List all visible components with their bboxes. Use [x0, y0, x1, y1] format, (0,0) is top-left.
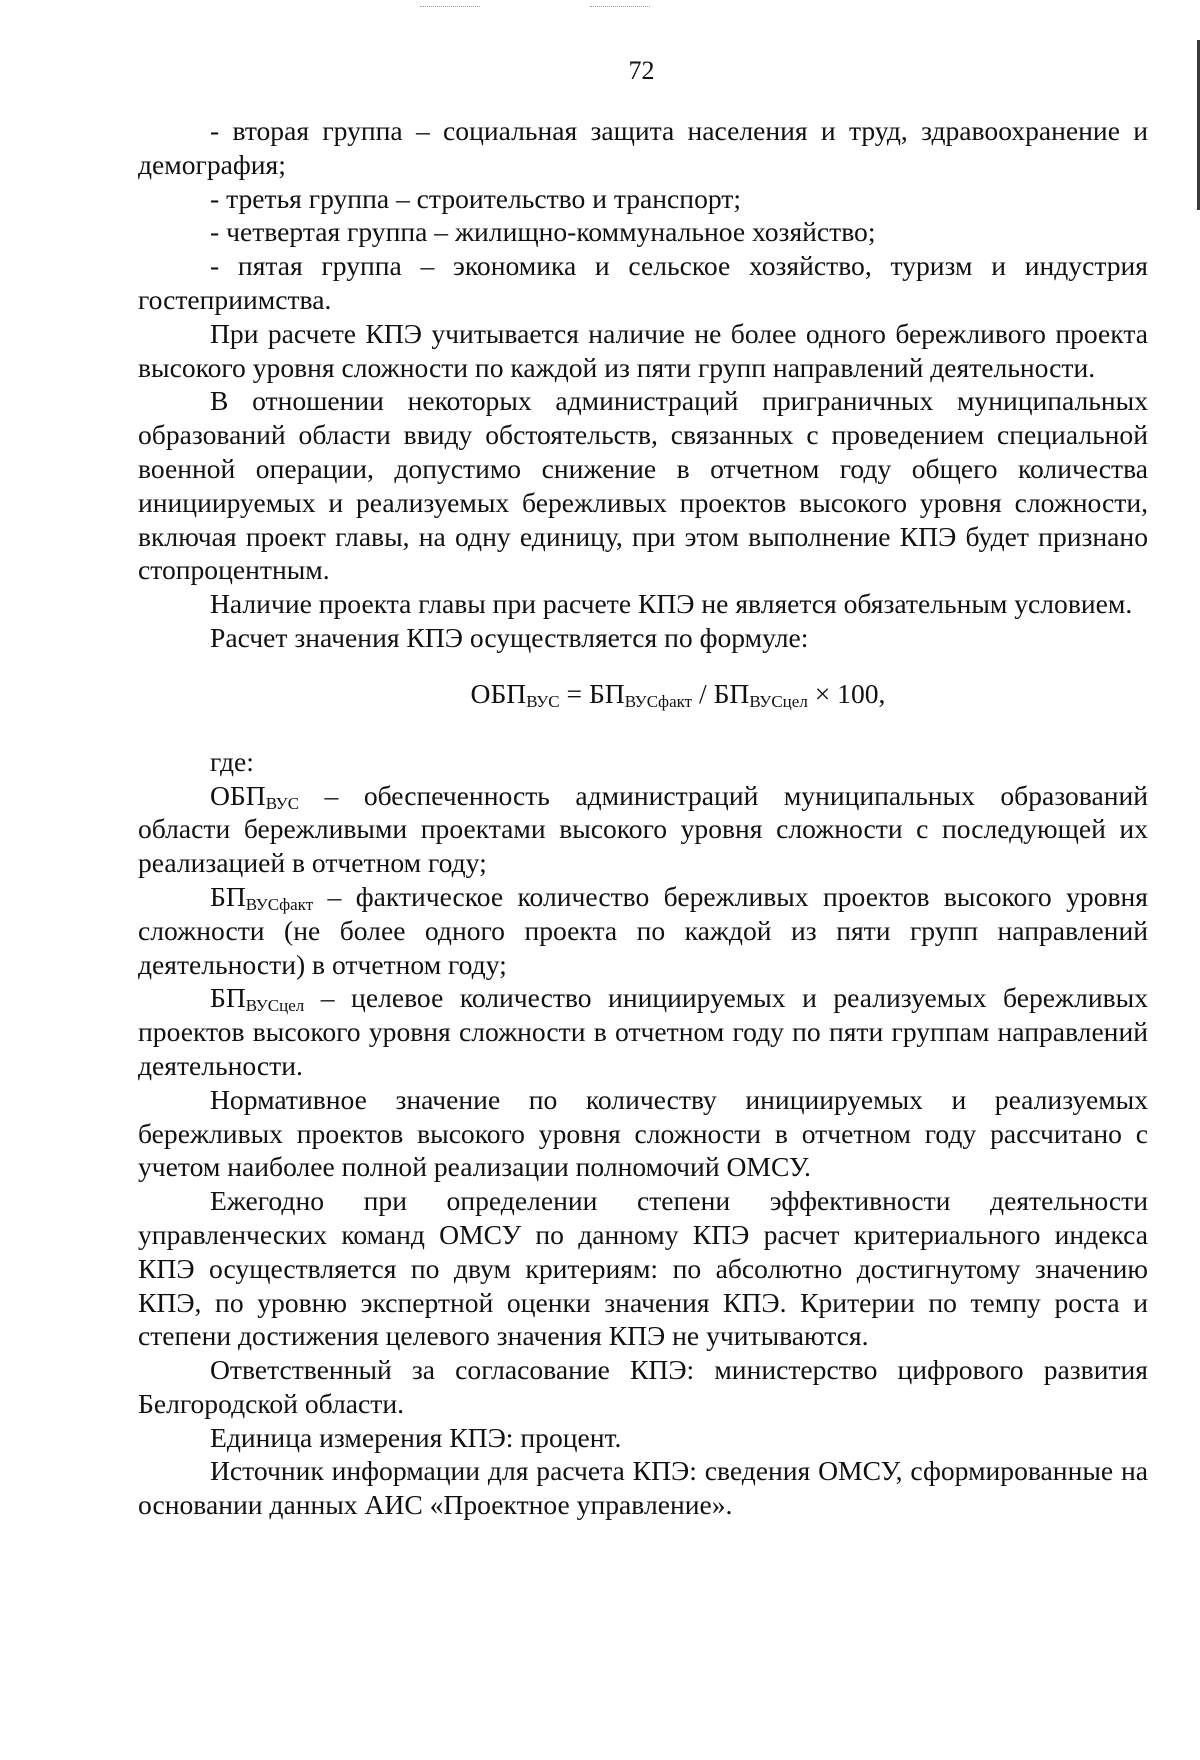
page-number: 72 [628, 56, 655, 85]
definition-symbol-sub: ВУСфакт [245, 894, 314, 914]
formula-equals: = [559, 677, 589, 709]
document-body [138, 114, 1148, 1522]
formula-denominator-sub: ВУСцел [749, 691, 808, 711]
definition-text: – обеспеченность администраций муниципальных образований области бережливыми проектами высокого уровня сложности с последующей их реализацией в отчетном году; [138, 779, 1148, 879]
definition-symbol [210, 780, 299, 811]
definition [138, 981, 1148, 1082]
definition-text: – целевое количество инициируемых и реализуемых бережливых проектов высокого уровня сложности в отчетном году по пяти группам направлений деятельности. [138, 982, 1148, 1081]
definition-symbol [210, 982, 305, 1016]
paragraph: - четвертая группа – жилищно-коммунальное хозяйство; [210, 216, 876, 248]
paragraph: При расчете КПЭ учитывается наличие не более одного бережливого проекта высокого уровня сложности по каждой из пяти групп направлений деятельности. [138, 317, 1148, 383]
formula-tail: × 100, [807, 677, 886, 709]
paragraph: Нормативное значение по количеству инициируемых и реализуемых бережливых проектов высокого уровня сложности в отчетном году рассчитано с учетом наиболее полной реализации полномочий ОМСУ. [138, 1083, 1148, 1183]
formula-numerator: БП [588, 677, 625, 709]
formula-divide: / [692, 677, 714, 709]
paragraph: Ответственный за согласование КПЭ: министерство цифрового развития Белгородской области. [138, 1354, 1148, 1419]
paragraph: Ежегодно при определении степени эффективности деятельности управленческих команд ОМСУ по данному КПЭ расчет критериального индекса КПЭ осуществляется по двум критериям: по абсолютно достигнутому значению КПЭ, по уровню экспертной оценки значения КПЭ. Критерии по темпу роста и степени достижения целевого значения КПЭ не учитываются. [138, 1185, 1148, 1352]
paragraph: Расчет значения КПЭ осуществляется по формуле: [210, 621, 809, 653]
definition-text: – фактическое количество бережливых проектов высокого уровня сложности (не более одного проекта по каждой из пяти групп направлений деятельности) в отчетном году; [138, 880, 1148, 980]
formula-lhs-sub: ВУС [526, 691, 560, 711]
definition-symbol-base: БП [210, 880, 246, 912]
definition-symbol-sub: ВУС [265, 793, 300, 813]
definition-symbol [210, 881, 313, 912]
definition [138, 779, 1148, 880]
formula-numerator-sub: ВУСфакт [624, 691, 693, 711]
formula [138, 677, 1148, 711]
definition-symbol-base: ОБП [210, 779, 266, 811]
paragraph: Наличие проекта главы при расчете КПЭ не является обязательным условием. [210, 588, 1133, 620]
paragraph: Источник информации для расчета КПЭ: сведения ОМСУ, сформированные на основании данных АИС «Проектное управление». [138, 1455, 1148, 1521]
definition-symbol-base: БП [210, 982, 246, 1014]
paragraph: - пятая группа – экономика и сельское хозяйство, туризм и индустрия гостеприимства. [138, 250, 1148, 315]
formula-lhs: ОБП [470, 677, 527, 709]
definition [138, 880, 1148, 981]
paragraph: Единица измерения КПЭ: процент. [210, 1421, 622, 1453]
scan-artifact [590, 6, 650, 13]
definition-symbol-sub: ВУСцел [245, 996, 305, 1016]
scan-artifact [420, 6, 480, 13]
formula-denominator: БП [713, 677, 750, 709]
paragraph: - вторая группа – социальная защита населения и труд, здравоохранение и демография; [138, 115, 1148, 180]
where-label: где: [210, 745, 254, 777]
paragraph: - третья группа – строительство и транспорт; [210, 182, 742, 214]
paragraph: В отношении некоторых администраций приграничных муниципальных образований области ввиду обстоятельств, связанных с проведением специальной военной операции, допустимо снижение в отчетном году общего количества инициируемых и реализуемых бережливых проектов высокого уровня сложности, включая проект главы, на одну единицу, при этом выполнение КПЭ будет признано стопроцентным. [138, 385, 1148, 586]
